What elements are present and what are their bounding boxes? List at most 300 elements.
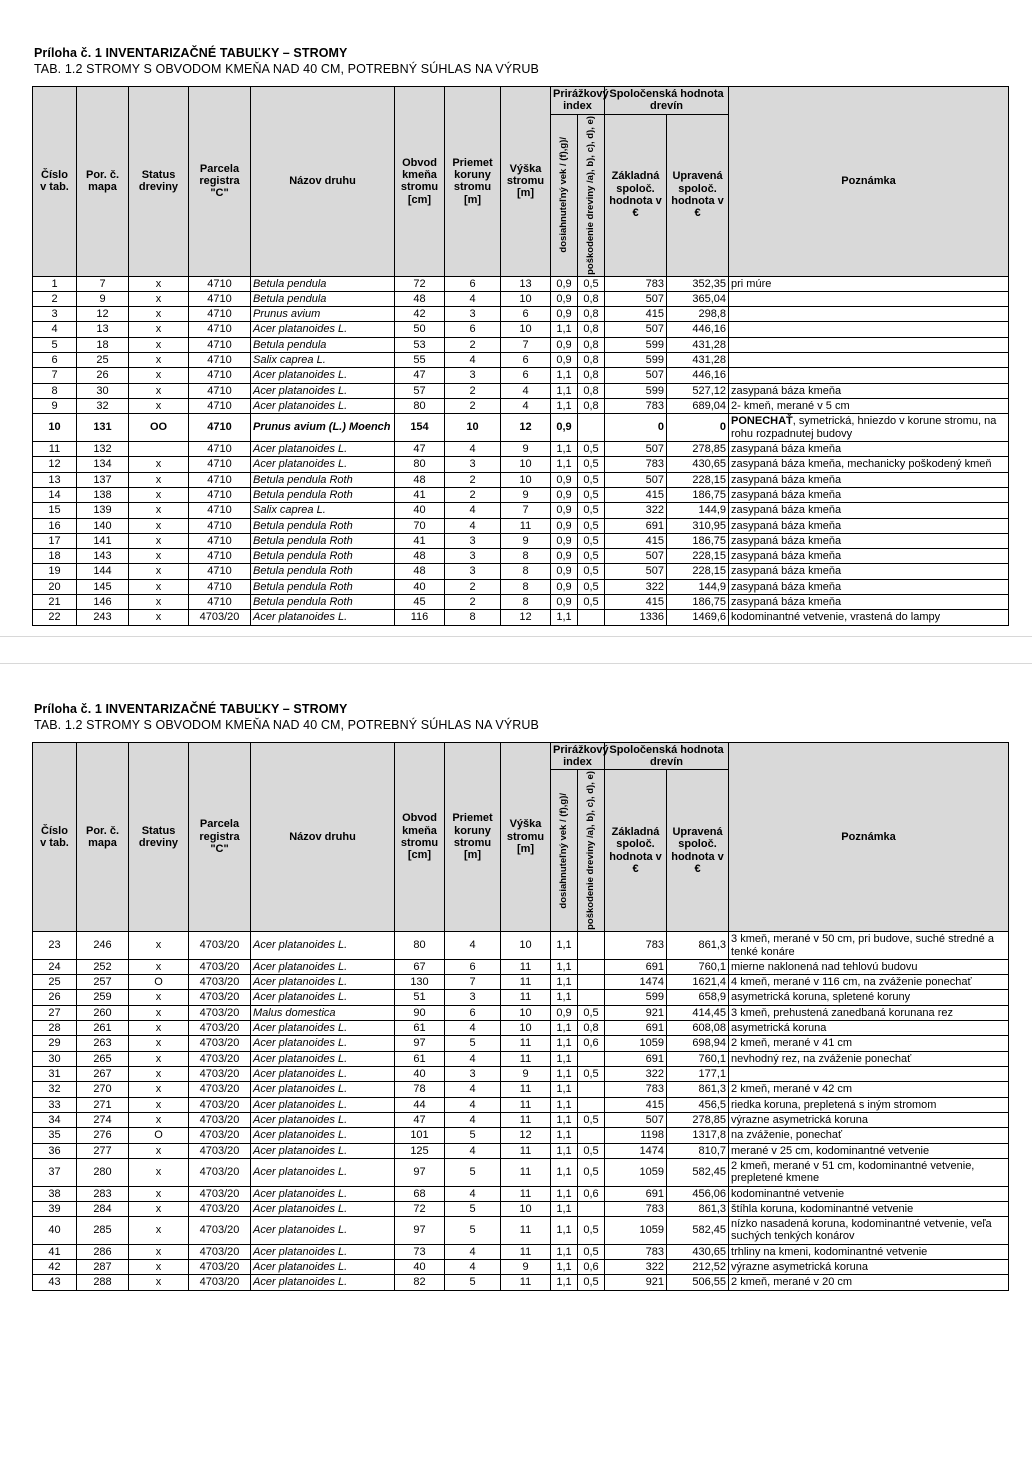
cell-priemet: 5 bbox=[445, 1201, 501, 1216]
cell-upravena-hodnota: 582,45 bbox=[667, 1217, 729, 1245]
cell-zakladna-hodnota: 599 bbox=[605, 383, 667, 398]
th-zakladna-hodnota: Základná spoloč. hodnota v € bbox=[605, 770, 667, 932]
cell-dosiahnutelny-vek: 0,9 bbox=[551, 472, 578, 487]
cell-zakladna-hodnota: 507 bbox=[605, 472, 667, 487]
cell-poznamka: asymetrická koruna, spletené koruny bbox=[729, 990, 1009, 1005]
cell-vyska: 9 bbox=[501, 1067, 551, 1082]
cell-parcela: 4710 bbox=[189, 291, 251, 306]
cell-vyska: 11 bbox=[501, 959, 551, 974]
cell-poznamka: 3 kmeň, prehustená zanedbaná korunana rez bbox=[729, 1005, 1009, 1020]
cell-zakladna-hodnota: 322 bbox=[605, 1067, 667, 1082]
cell-zakladna-hodnota: 783 bbox=[605, 1201, 667, 1216]
table-row bbox=[33, 549, 1009, 564]
cell-dosiahnutelny-vek: 1,1 bbox=[551, 959, 578, 974]
cell-obvod: 125 bbox=[395, 1143, 445, 1158]
cell-dosiahnutelny-vek: 0,9 bbox=[551, 337, 578, 352]
cell-parcela: 4710 bbox=[189, 353, 251, 368]
cell-cislo: 4 bbox=[33, 322, 77, 337]
cell-poskodenie: 0,5 bbox=[578, 276, 605, 291]
cell-parcela: 4703/20 bbox=[189, 1067, 251, 1082]
cell-nazov-druhu: Betula pendula bbox=[251, 337, 395, 352]
cell-zakladna-hodnota: 1059 bbox=[605, 1036, 667, 1051]
cell-obvod: 130 bbox=[395, 975, 445, 990]
cell-poskodenie: 0,5 bbox=[578, 457, 605, 472]
th-obvod-kmena: Obvod kmeňa stromu [cm] bbox=[395, 742, 445, 932]
cell-status: x bbox=[129, 595, 189, 610]
cell-obvod: 42 bbox=[395, 307, 445, 322]
cell-priemet: 2 bbox=[445, 472, 501, 487]
table-row bbox=[33, 1158, 1009, 1186]
cell-poznamka bbox=[729, 414, 1009, 442]
cell-poskodenie bbox=[578, 1097, 605, 1112]
cell-status: x bbox=[129, 518, 189, 533]
cell-vyska: 7 bbox=[501, 337, 551, 352]
cell-status: x bbox=[129, 307, 189, 322]
cell-poskodenie: 0,8 bbox=[578, 368, 605, 383]
cell-cislo: 19 bbox=[33, 564, 77, 579]
poznamka-text: , symetrická, hniezdo v korune stromu, na rohu rozpadnutej budovy bbox=[731, 415, 997, 440]
cell-vyska: 10 bbox=[501, 457, 551, 472]
cell-cislo: 21 bbox=[33, 595, 77, 610]
cell-poskodenie: 0,6 bbox=[578, 1260, 605, 1275]
cell-status: x bbox=[129, 399, 189, 414]
cell-obvod: 41 bbox=[395, 533, 445, 548]
cell-status: x bbox=[129, 579, 189, 594]
cell-parcela: 4703/20 bbox=[189, 1260, 251, 1275]
cell-upravena-hodnota: 228,15 bbox=[667, 472, 729, 487]
table-row bbox=[33, 610, 1009, 625]
cell-status: x bbox=[129, 1097, 189, 1112]
cell-poznamka: výrazne asymetrická koruna bbox=[729, 1260, 1009, 1275]
cell-por-cislo: 243 bbox=[77, 610, 129, 625]
cell-poznamka bbox=[729, 368, 1009, 383]
cell-poskodenie bbox=[578, 1201, 605, 1216]
cell-parcela: 4710 bbox=[189, 457, 251, 472]
cell-cislo: 31 bbox=[33, 1067, 77, 1082]
th-status: Status dreviny bbox=[129, 87, 189, 277]
cell-priemet: 4 bbox=[445, 1260, 501, 1275]
cell-zakladna-hodnota: 691 bbox=[605, 1186, 667, 1201]
cell-priemet: 3 bbox=[445, 990, 501, 1005]
cell-status: x bbox=[129, 322, 189, 337]
cell-nazov-druhu: Acer platanoides L. bbox=[251, 1082, 395, 1097]
cell-vyska: 11 bbox=[501, 1275, 551, 1290]
table-row bbox=[33, 1036, 1009, 1051]
cell-por-cislo: 9 bbox=[77, 291, 129, 306]
cell-por-cislo: 12 bbox=[77, 307, 129, 322]
table-row bbox=[33, 1051, 1009, 1066]
cell-dosiahnutelny-vek: 0,9 bbox=[551, 276, 578, 291]
cell-vyska: 11 bbox=[501, 1036, 551, 1051]
cell-por-cislo: 30 bbox=[77, 383, 129, 398]
cell-vyska: 10 bbox=[501, 1005, 551, 1020]
cell-por-cislo: 259 bbox=[77, 990, 129, 1005]
cell-upravena-hodnota: 582,45 bbox=[667, 1158, 729, 1186]
th-group-prirazkovy-index: Prirážkový index bbox=[551, 87, 605, 115]
cell-por-cislo: 132 bbox=[77, 441, 129, 456]
cell-parcela: 4703/20 bbox=[189, 610, 251, 625]
cell-vyska: 10 bbox=[501, 1201, 551, 1216]
cell-priemet: 4 bbox=[445, 1244, 501, 1259]
cell-dosiahnutelny-vek: 0,9 bbox=[551, 579, 578, 594]
cell-parcela: 4703/20 bbox=[189, 1097, 251, 1112]
cell-obvod: 51 bbox=[395, 990, 445, 1005]
cell-obvod: 53 bbox=[395, 337, 445, 352]
cell-obvod: 72 bbox=[395, 276, 445, 291]
cell-obvod: 97 bbox=[395, 1217, 445, 1245]
cell-parcela: 4703/20 bbox=[189, 1128, 251, 1143]
table-row bbox=[33, 368, 1009, 383]
cell-vyska: 10 bbox=[501, 472, 551, 487]
cell-nazov-druhu: Acer platanoides L. bbox=[251, 932, 395, 960]
cell-zakladna-hodnota: 507 bbox=[605, 549, 667, 564]
cell-nazov-druhu: Acer platanoides L. bbox=[251, 1158, 395, 1186]
table-row bbox=[33, 975, 1009, 990]
cell-parcela: 4703/20 bbox=[189, 1244, 251, 1259]
cell-poskodenie: 0,5 bbox=[578, 518, 605, 533]
cell-vyska: 11 bbox=[501, 990, 551, 1005]
cell-vyska: 9 bbox=[501, 441, 551, 456]
cell-obvod: 40 bbox=[395, 1260, 445, 1275]
cell-priemet: 3 bbox=[445, 457, 501, 472]
cell-poskodenie: 0,6 bbox=[578, 1186, 605, 1201]
cell-cislo: 8 bbox=[33, 383, 77, 398]
cell-parcela: 4703/20 bbox=[189, 1005, 251, 1020]
cell-status: x bbox=[129, 383, 189, 398]
cell-vyska: 6 bbox=[501, 368, 551, 383]
cell-priemet: 4 bbox=[445, 932, 501, 960]
cell-zakladna-hodnota: 507 bbox=[605, 1112, 667, 1127]
cell-dosiahnutelny-vek: 1,1 bbox=[551, 1036, 578, 1051]
cell-poznamka: asymetrická koruna bbox=[729, 1021, 1009, 1036]
table-row bbox=[33, 307, 1009, 322]
cell-zakladna-hodnota: 415 bbox=[605, 307, 667, 322]
cell-vyska: 4 bbox=[501, 399, 551, 414]
cell-vyska: 11 bbox=[501, 1097, 551, 1112]
cell-obvod: 40 bbox=[395, 503, 445, 518]
cell-obvod: 97 bbox=[395, 1158, 445, 1186]
cell-por-cislo: 7 bbox=[77, 276, 129, 291]
cell-parcela: 4710 bbox=[189, 441, 251, 456]
cell-poznamka: výrazne asymetrická koruna bbox=[729, 1112, 1009, 1127]
th-group-spolocenska-hodnota: Spoločenská hodnota drevín bbox=[605, 742, 729, 770]
th-cislo: Číslo v tab. bbox=[33, 742, 77, 932]
cell-obvod: 40 bbox=[395, 579, 445, 594]
table-row bbox=[33, 441, 1009, 456]
cell-dosiahnutelny-vek: 0,9 bbox=[551, 307, 578, 322]
cell-priemet: 3 bbox=[445, 368, 501, 383]
cell-poskodenie: 0,5 bbox=[578, 1244, 605, 1259]
cell-upravena-hodnota: 144,9 bbox=[667, 503, 729, 518]
cell-poskodenie bbox=[578, 414, 605, 442]
cell-zakladna-hodnota: 1198 bbox=[605, 1128, 667, 1143]
cell-obvod: 57 bbox=[395, 383, 445, 398]
cell-por-cislo: 139 bbox=[77, 503, 129, 518]
cell-status: x bbox=[129, 472, 189, 487]
th-nazov-druhu: Názov druhu bbox=[251, 87, 395, 277]
cell-obvod: 47 bbox=[395, 1112, 445, 1127]
cell-vyska: 11 bbox=[501, 975, 551, 990]
cell-dosiahnutelny-vek: 1,1 bbox=[551, 1158, 578, 1186]
th-parcela: Parcela registra "C" bbox=[189, 87, 251, 277]
cell-status: x bbox=[129, 564, 189, 579]
cell-cislo: 13 bbox=[33, 472, 77, 487]
cell-priemet: 5 bbox=[445, 1036, 501, 1051]
cell-poskodenie: 0,5 bbox=[578, 1067, 605, 1082]
cell-zakladna-hodnota: 322 bbox=[605, 1260, 667, 1275]
cell-por-cislo: 277 bbox=[77, 1143, 129, 1158]
cell-nazov-druhu: Acer platanoides L. bbox=[251, 990, 395, 1005]
cell-priemet: 3 bbox=[445, 1067, 501, 1082]
cell-vyska: 12 bbox=[501, 610, 551, 625]
cell-poznamka: na zváženie, ponechať bbox=[729, 1128, 1009, 1143]
cell-cislo: 3 bbox=[33, 307, 77, 322]
cell-nazov-druhu: Acer platanoides L. bbox=[251, 1275, 395, 1290]
cell-cislo: 29 bbox=[33, 1036, 77, 1051]
cell-por-cislo: 257 bbox=[77, 975, 129, 990]
cell-vyska: 12 bbox=[501, 414, 551, 442]
cell-dosiahnutelny-vek: 0,9 bbox=[551, 291, 578, 306]
cell-zakladna-hodnota: 415 bbox=[605, 1097, 667, 1112]
cell-priemet: 5 bbox=[445, 1217, 501, 1245]
cell-vyska: 11 bbox=[501, 1051, 551, 1066]
cell-poskodenie: 0,5 bbox=[578, 595, 605, 610]
cell-poznamka: kodominantné vetvenie bbox=[729, 1186, 1009, 1201]
cell-status: x bbox=[129, 1112, 189, 1127]
cell-zakladna-hodnota: 415 bbox=[605, 533, 667, 548]
cell-zakladna-hodnota: 322 bbox=[605, 579, 667, 594]
cell-obvod: 50 bbox=[395, 322, 445, 337]
cell-por-cislo: 271 bbox=[77, 1097, 129, 1112]
cell-obvod: 47 bbox=[395, 368, 445, 383]
cell-por-cislo: 25 bbox=[77, 353, 129, 368]
cell-priemet: 2 bbox=[445, 487, 501, 502]
cell-por-cislo: 280 bbox=[77, 1158, 129, 1186]
cell-dosiahnutelny-vek: 0,9 bbox=[551, 487, 578, 502]
cell-obvod: 101 bbox=[395, 1128, 445, 1143]
cell-cislo: 17 bbox=[33, 533, 77, 548]
cell-cislo: 6 bbox=[33, 353, 77, 368]
cell-nazov-druhu: Acer platanoides L. bbox=[251, 1112, 395, 1127]
cell-nazov-druhu: Salix caprea L. bbox=[251, 353, 395, 368]
cell-poznamka: 4 kmeň, merané v 116 cm, na zváženie ponechať bbox=[729, 975, 1009, 990]
cell-poskodenie: 0,8 bbox=[578, 291, 605, 306]
cell-upravena-hodnota: 228,15 bbox=[667, 549, 729, 564]
cell-parcela: 4710 bbox=[189, 399, 251, 414]
cell-upravena-hodnota: 456,06 bbox=[667, 1186, 729, 1201]
cell-vyska: 11 bbox=[501, 1112, 551, 1127]
cell-status: x bbox=[129, 1158, 189, 1186]
cell-upravena-hodnota: 186,75 bbox=[667, 595, 729, 610]
cell-priemet: 7 bbox=[445, 975, 501, 990]
cell-obvod: 80 bbox=[395, 399, 445, 414]
cell-por-cislo: 137 bbox=[77, 472, 129, 487]
cell-nazov-druhu: Betula pendula Roth bbox=[251, 549, 395, 564]
table-row bbox=[33, 1021, 1009, 1036]
cell-poznamka bbox=[729, 1067, 1009, 1082]
cell-upravena-hodnota: 527,12 bbox=[667, 383, 729, 398]
cell-upravena-hodnota: 1469,6 bbox=[667, 610, 729, 625]
cell-dosiahnutelny-vek: 1,1 bbox=[551, 457, 578, 472]
table-row bbox=[33, 457, 1009, 472]
cell-poznamka: 2 kmeň, merané v 42 cm bbox=[729, 1082, 1009, 1097]
cell-dosiahnutelny-vek: 1,1 bbox=[551, 1112, 578, 1127]
cell-upravena-hodnota: 658,9 bbox=[667, 990, 729, 1005]
cell-upravena-hodnota: 506,55 bbox=[667, 1275, 729, 1290]
cell-poskodenie bbox=[578, 1082, 605, 1097]
cell-priemet: 6 bbox=[445, 959, 501, 974]
cell-cislo: 14 bbox=[33, 487, 77, 502]
cell-poskodenie: 0,8 bbox=[578, 1021, 605, 1036]
cell-nazov-druhu: Acer platanoides L. bbox=[251, 959, 395, 974]
cell-nazov-druhu: Acer platanoides L. bbox=[251, 1244, 395, 1259]
cell-vyska: 8 bbox=[501, 564, 551, 579]
cell-upravena-hodnota: 365,04 bbox=[667, 291, 729, 306]
cell-poznamka bbox=[729, 322, 1009, 337]
cell-poznamka: 3 kmeň, merané v 50 cm, pri budove, suché stredné a tenké konáre bbox=[729, 932, 1009, 960]
cell-nazov-druhu: Betula pendula Roth bbox=[251, 533, 395, 548]
table-row bbox=[33, 399, 1009, 414]
table-row bbox=[33, 1143, 1009, 1158]
cell-zakladna-hodnota: 1474 bbox=[605, 975, 667, 990]
cell-upravena-hodnota: 186,75 bbox=[667, 487, 729, 502]
cell-dosiahnutelny-vek: 1,1 bbox=[551, 399, 578, 414]
cell-poznamka: zasypaná báza kmeňa bbox=[729, 487, 1009, 502]
table-row bbox=[33, 1112, 1009, 1127]
page-subtitle: TAB. 1.2 STROMY S OBVODOM KMEŇA NAD 40 CM, POTREBNÝ SÚHLAS NA VÝRUB bbox=[34, 62, 539, 76]
cell-poskodenie bbox=[578, 975, 605, 990]
cell-zakladna-hodnota: 783 bbox=[605, 1082, 667, 1097]
cell-nazov-druhu: Acer platanoides L. bbox=[251, 1217, 395, 1245]
cell-poskodenie: 0,8 bbox=[578, 383, 605, 398]
cell-nazov-druhu: Betula pendula Roth bbox=[251, 472, 395, 487]
cell-obvod: 68 bbox=[395, 1186, 445, 1201]
cell-cislo: 12 bbox=[33, 457, 77, 472]
cell-zakladna-hodnota: 783 bbox=[605, 276, 667, 291]
cell-vyska: 10 bbox=[501, 1021, 551, 1036]
cell-poznamka: riedka koruna, prepletená s iným stromom bbox=[729, 1097, 1009, 1112]
page-separator bbox=[0, 636, 1032, 664]
cell-obvod: 70 bbox=[395, 518, 445, 533]
cell-poznamka: zasypaná báza kmeňa bbox=[729, 595, 1009, 610]
cell-zakladna-hodnota: 1059 bbox=[605, 1217, 667, 1245]
cell-por-cislo: 146 bbox=[77, 595, 129, 610]
cell-upravena-hodnota: 698,94 bbox=[667, 1036, 729, 1051]
th-poskodenie-dreviny: poškodenie dreviny /a), b), c), d), e) bbox=[578, 770, 605, 932]
cell-obvod: 48 bbox=[395, 549, 445, 564]
cell-upravena-hodnota: 1317,8 bbox=[667, 1128, 729, 1143]
cell-poskodenie: 0,8 bbox=[578, 337, 605, 352]
cell-priemet: 4 bbox=[445, 1021, 501, 1036]
cell-nazov-druhu: Acer platanoides L. bbox=[251, 457, 395, 472]
cell-parcela: 4703/20 bbox=[189, 1217, 251, 1245]
cell-upravena-hodnota: 760,1 bbox=[667, 1051, 729, 1066]
cell-dosiahnutelny-vek: 1,1 bbox=[551, 1067, 578, 1082]
th-por-cislo: Por. č. mapa bbox=[77, 742, 129, 932]
cell-poznamka bbox=[729, 337, 1009, 352]
cell-status: x bbox=[129, 533, 189, 548]
cell-vyska: 11 bbox=[501, 1143, 551, 1158]
cell-poskodenie: 0,5 bbox=[578, 1158, 605, 1186]
cell-status: x bbox=[129, 1201, 189, 1216]
cell-vyska: 11 bbox=[501, 1244, 551, 1259]
cell-priemet: 4 bbox=[445, 1186, 501, 1201]
table-row bbox=[33, 579, 1009, 594]
cell-cislo: 2 bbox=[33, 291, 77, 306]
cell-nazov-druhu: Acer platanoides L. bbox=[251, 610, 395, 625]
cell-poznamka: zasypaná báza kmeňa bbox=[729, 549, 1009, 564]
cell-poskodenie: 0,5 bbox=[578, 1217, 605, 1245]
cell-dosiahnutelny-vek: 0,9 bbox=[551, 549, 578, 564]
cell-dosiahnutelny-vek: 1,1 bbox=[551, 990, 578, 1005]
th-por-cislo: Por. č. mapa bbox=[77, 87, 129, 277]
cell-por-cislo: 287 bbox=[77, 1260, 129, 1275]
cell-poznamka: zasypaná báza kmeňa bbox=[729, 383, 1009, 398]
cell-status: OO bbox=[129, 414, 189, 442]
cell-status: O bbox=[129, 1128, 189, 1143]
table-row bbox=[33, 564, 1009, 579]
cell-parcela: 4703/20 bbox=[189, 1201, 251, 1216]
cell-nazov-druhu: Acer platanoides L. bbox=[251, 1036, 395, 1051]
cell-poskodenie: 0,5 bbox=[578, 564, 605, 579]
cell-poznamka: kodominantné vetvenie, vrastená do lampy bbox=[729, 610, 1009, 625]
table-body-page-1 bbox=[33, 276, 1009, 625]
cell-dosiahnutelny-vek: 1,1 bbox=[551, 1275, 578, 1290]
cell-poznamka: 2- kmeň, merané v 5 cm bbox=[729, 399, 1009, 414]
cell-parcela: 4703/20 bbox=[189, 1275, 251, 1290]
table-row bbox=[33, 1217, 1009, 1245]
cell-priemet: 4 bbox=[445, 1097, 501, 1112]
cell-status: x bbox=[129, 276, 189, 291]
cell-poskodenie: 0,5 bbox=[578, 503, 605, 518]
cell-status: x bbox=[129, 610, 189, 625]
cell-priemet: 3 bbox=[445, 533, 501, 548]
cell-vyska: 11 bbox=[501, 1217, 551, 1245]
cell-vyska: 10 bbox=[501, 932, 551, 960]
cell-cislo: 26 bbox=[33, 990, 77, 1005]
cell-status: x bbox=[129, 1036, 189, 1051]
cell-status: x bbox=[129, 337, 189, 352]
th-poznamka: Poznámka bbox=[729, 742, 1009, 932]
cell-obvod: 97 bbox=[395, 1036, 445, 1051]
cell-priemet: 2 bbox=[445, 337, 501, 352]
cell-poznamka: 2 kmeň, merané v 51 cm, kodominantné vetvenie, prepletené kmene bbox=[729, 1158, 1009, 1186]
cell-dosiahnutelny-vek: 1,1 bbox=[551, 322, 578, 337]
th-nazov-druhu: Názov druhu bbox=[251, 742, 395, 932]
page-subtitle-2: TAB. 1.2 STROMY S OBVODOM KMEŇA NAD 40 CM, POTREBNÝ SÚHLAS NA VÝRUB bbox=[34, 717, 539, 732]
cell-poznamka: zasypaná báza kmeňa bbox=[729, 579, 1009, 594]
cell-por-cislo: 246 bbox=[77, 932, 129, 960]
cell-upravena-hodnota: 430,65 bbox=[667, 1244, 729, 1259]
cell-poznamka: zasypaná báza kmeňa bbox=[729, 503, 1009, 518]
cell-status: x bbox=[129, 291, 189, 306]
cell-por-cislo: 260 bbox=[77, 1005, 129, 1020]
cell-dosiahnutelny-vek: 1,1 bbox=[551, 1186, 578, 1201]
cell-dosiahnutelny-vek: 1,1 bbox=[551, 1143, 578, 1158]
cell-cislo: 36 bbox=[33, 1143, 77, 1158]
cell-cislo: 38 bbox=[33, 1186, 77, 1201]
page-title: Príloha č. 1 INVENTARIZAČNÉ TABUĽKY – STROMY bbox=[34, 46, 348, 60]
cell-dosiahnutelny-vek: 1,1 bbox=[551, 1051, 578, 1066]
cell-parcela: 4710 bbox=[189, 564, 251, 579]
cell-zakladna-hodnota: 783 bbox=[605, 932, 667, 960]
cell-zakladna-hodnota: 783 bbox=[605, 457, 667, 472]
cell-zakladna-hodnota: 507 bbox=[605, 564, 667, 579]
cell-poznamka: 2 kmeň, merané v 20 cm bbox=[729, 1275, 1009, 1290]
cell-vyska: 9 bbox=[501, 487, 551, 502]
cell-vyska: 9 bbox=[501, 1260, 551, 1275]
cell-obvod: 90 bbox=[395, 1005, 445, 1020]
